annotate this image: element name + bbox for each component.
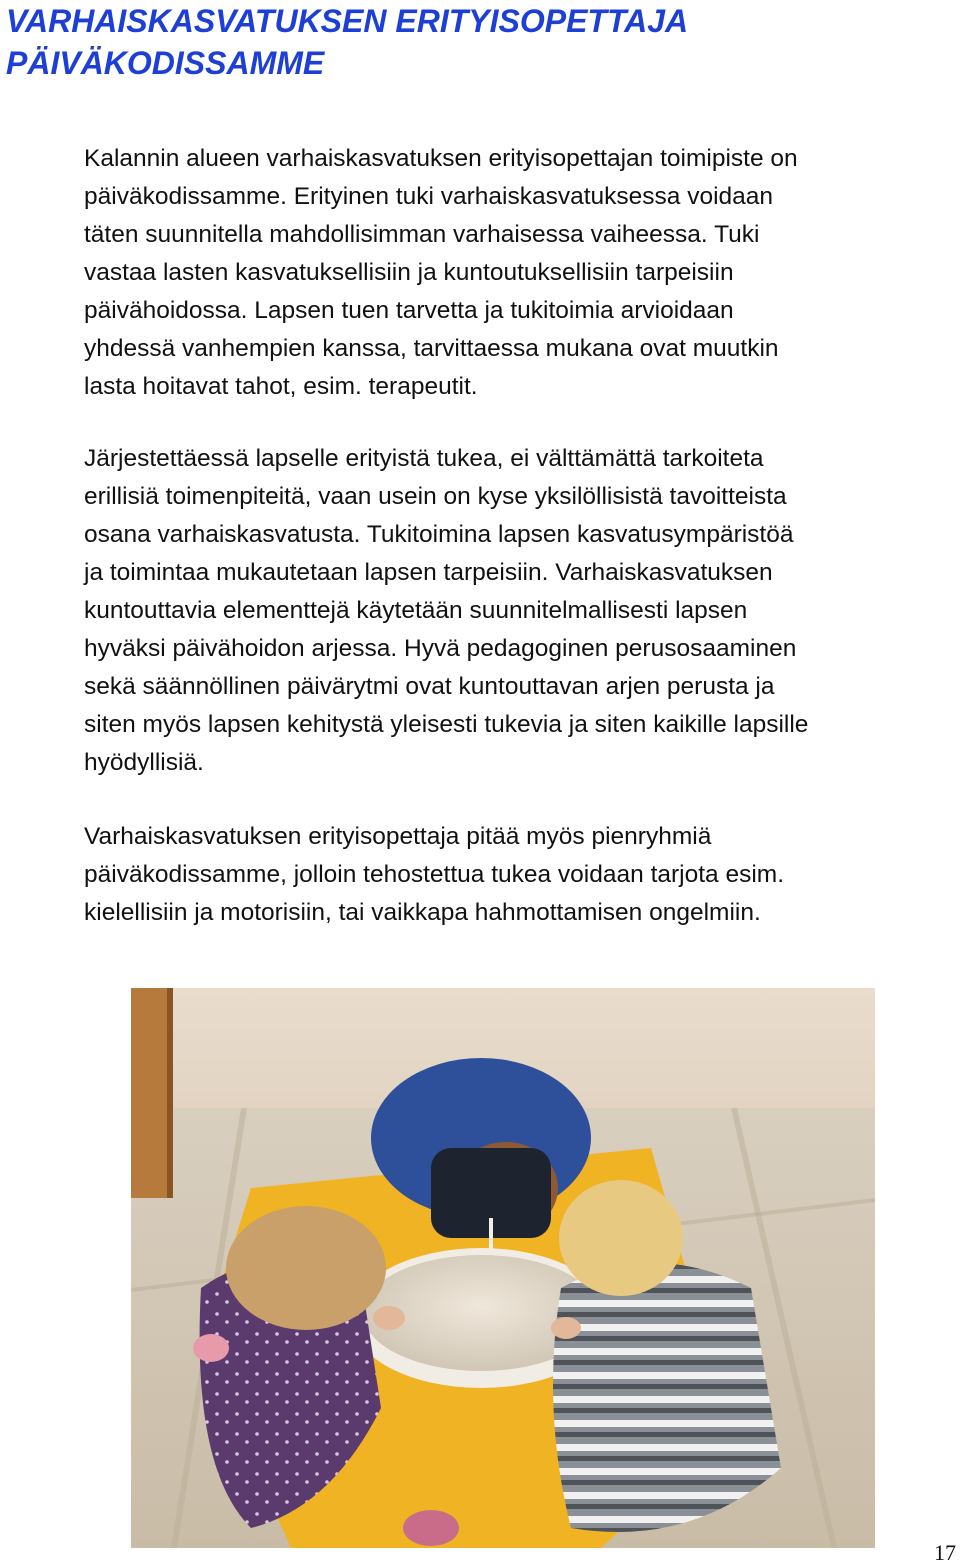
text-line: osana varhaiskasvatusta. Tukitoimina lapsen kasvatusympäristöä	[84, 521, 794, 548]
text-line: kuntouttavia elementtejä käytetään suunnitelmallisesti lapsen	[84, 597, 748, 624]
text-line: Kalannin alueen varhaiskasvatuksen erityisopettajan toimipiste on	[84, 145, 798, 172]
text-line: hyödyllisiä.	[84, 749, 204, 776]
child-boy-striped-hand	[551, 1317, 581, 1339]
text-line: hyväksi päivähoidon arjessa. Hyvä pedagoginen perusosaaminen	[84, 635, 797, 662]
text-line: päiväkodissamme, jolloin tehostettua tukea voidaan tarjota esim.	[84, 861, 784, 888]
text-line: vastaa lasten kasvatuksellisiin ja kuntoutuksellisiin tarpeisiin	[84, 259, 734, 286]
text-line: Järjestettäessä lapselle erityistä tukea, ei välttämättä tarkoiteta	[84, 445, 764, 472]
child-foot	[193, 1334, 229, 1362]
child-foot	[403, 1510, 459, 1546]
page-number: 17	[934, 1540, 956, 1565]
paragraph-support-location	[84, 140, 960, 406]
heading-line: VARHAISKASVATUKSEN ERITYISOPETTAJA	[6, 3, 689, 39]
text-line: erillisiä toimenpiteitä, vaan usein on kyse yksilöllisistä tavoitteista	[84, 483, 787, 510]
text-line: täten suunnitella mahdollisimman varhaisessa vaiheessa. Tuki	[84, 221, 760, 248]
text-line: Varhaiskasvatuksen erityisopettaja pitää myös pienryhmiä	[84, 823, 712, 850]
text-line: sekä säännöllinen päivärytmi ovat kuntouttavan arjen perusta ja	[84, 673, 775, 700]
wooden-panel-edge	[167, 988, 173, 1198]
paragraph-small-groups	[84, 818, 960, 932]
text-line: päivähoidossa. Lapsen tuen tarvetta ja tukitoimia arvioidaan	[84, 297, 734, 324]
text-line: ja toimintaa mukautetaan lapsen tarpeisiin. Varhaiskasvatuksen	[84, 559, 773, 586]
photo-children-playing	[131, 988, 875, 1548]
child-boy-striped-body	[553, 1263, 781, 1532]
text-line: siten myös lapsen kehitystä yleisesti tukevia ja siten kaikille lapsille	[84, 711, 809, 738]
child-boy-blond-head	[559, 1180, 683, 1296]
text-line: yhdessä vanhempien kanssa, tarvittaessa mukana ovat muutkin	[84, 335, 779, 362]
wooden-panel	[131, 988, 167, 1198]
paragraph-special-support	[84, 440, 960, 782]
text-line: lasta hoitavat tahot, esim. terapeutit.	[84, 373, 478, 400]
page-heading	[6, 0, 946, 84]
child-girl-hair	[226, 1206, 386, 1330]
child-girl-hand	[373, 1306, 405, 1330]
text-line: päiväkodissamme. Erityinen tuki varhaiskasvatuksessa voidaan	[84, 183, 774, 210]
text-line: kielellisiin ja motorisiin, tai vaikkapa hahmottamisen ongelmiin.	[84, 899, 761, 926]
heading-line: PÄIVÄKODISSAMME	[6, 45, 325, 81]
